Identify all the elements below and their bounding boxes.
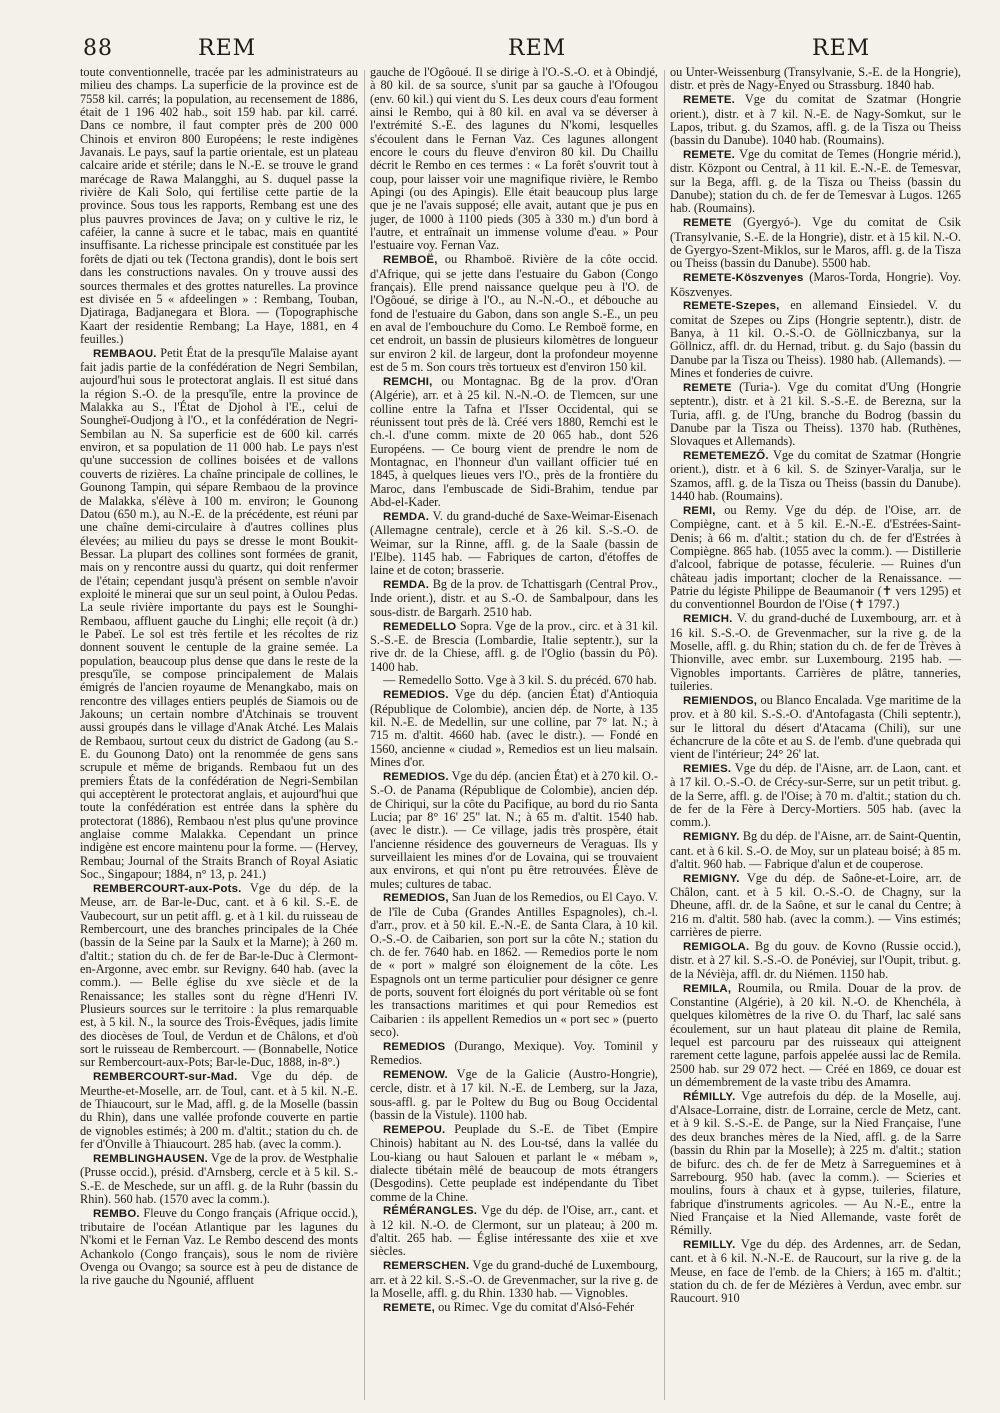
dictionary-entry [670, 66, 961, 93]
entry-text: Vge du comitat de Szatmar (Hongrie orient.), distr. et à 6 kil. S. de Szinyer-Varalja, sur le Szamos, affl. g. de la Tisza ou Theiss (bassin du Danube). 1440 hab. (Roumains). [670, 448, 961, 504]
entry-headword: REMEDIOS, [383, 892, 449, 905]
entry-text: Vge autrefois du dép. de la Moselle, auj. d'Alsace-Lorraine, distr. de Lorraine, cercle de Metz, cant. et à 9 kil. S.-S.-E. de Pange, sur la Nied Française, l'une des deux branches mères de la Nied, affl. g. de la Sarre (bassin du Rhin par la Moselle); à 225 m. d'altit.; station de bifurc. des ch. de fer de Metz à Sarreguemines et à Sarrebourg. 950 hab. (avec la comm.). — Scieries et moulins, fours à chaux et à gypse, tuileries, filature, fabrique d'instruments agricoles. — Au N.-E., entre la Nied Française et la Nied Allemande, vaste forêt de Rémilly. [670, 1088, 961, 1238]
running-head-center: REM [508, 36, 567, 61]
dictionary-entry [670, 381, 961, 449]
entry-text: ou Blanco Encalada. Vge maritime de la prov. et à 80 kil. S.-S.-O. d'Antofagasta (Chili septentr.), sur le littoral du désert d'Atacama (Chili), sur une échancrure de la côte et au S. de l'emb. d'une quebrada qui vient de l'intérieur; 24° 26' lat. [670, 692, 961, 762]
entry-text: Vge du dép. de l'Oise, arr., cant. et à 12 kil. N.-O. de Clermont, sur un plateau; à 200 m. d'altit. 265 hab. — Église intéressante des xiie et xve siècles. [370, 1203, 658, 1259]
dictionary-entry [670, 93, 961, 147]
entry-headword: REMEPOU. [383, 1123, 446, 1136]
entry-text: — Remedello Sotto. Vge à 3 kil. S. du précéd. 670 hab. [383, 673, 657, 688]
entry-text: Vge du dép. de l'Aisne, arr. de Laon, cant. et à 17 kil. O.-S.-O. de Crécy-sur-Serre, sur un petit tribut. g. de la Serre, affl. g. de l'Oise; à 70 m. d'altit.; station du ch. de fer de la Fère à Dercy-Mortiers. 505 hab. (avec la comm.). [670, 761, 961, 830]
text-column-3 [670, 66, 961, 1404]
dictionary-entry [670, 940, 961, 981]
entry-text: en allemand Einsiedel. V. du comitat de Szepes ou Zips (Hongrie septentr.), distr. de Banya, à 11 kil. O.-S.-O. de Göllniczbanya, sur la Göllnicz, affl. dr. du Hernad, tribut. g. du Sajo (bassin du Danube par la Tisza ou Theiss). 1980 hab. (Allemands). — Mines et fonderies de cuivre. [670, 298, 961, 381]
column-divider [364, 70, 365, 1400]
dictionary-entry [370, 375, 658, 509]
entry-text: Vge de la prov. de Westphalie (Prusse occid.), présid. d'Arnsberg, cercle et à 5 kil. S.-S.-E. de Meschede, sur un affl. g. de la Ruhr (bassin du Rhin). 560 hab. (1570 avec la comm.). [80, 1150, 358, 1206]
entry-headword: REMEDIOS. [383, 770, 449, 783]
dictionary-entry [80, 347, 358, 882]
dictionary-entry [370, 1259, 658, 1300]
entry-text: Vge du comitat de Szatmar (Hongrie orient.), distr. et à 7 kil. N.-E. de Nagy-Somkut, sur le Lapos, tribut. g. du Szamos, affl. g. de la Tisza ou Theiss (bassin du Danube). 1040 hab. (Roumains). [670, 92, 961, 148]
text-column-2 [370, 66, 658, 1404]
entry-headword: REMBERCOURT-sur-Mad. [93, 1071, 238, 1084]
entry-headword: REMI, [683, 505, 716, 517]
dictionary-entry [370, 688, 658, 769]
dictionary-entry [370, 253, 658, 374]
entry-text: Fleuve du Congo français (Afrique occid.), tributaire de l'océan Atlantique par les lagunes du N'komi et le Fernan Vaz. Le Rembo descend des monts Achankolo (Congo français), sous le nom de rivière Ovenga ou Ovango; sa source est à peu de distance de la rive gauche du Ngounié, affluent [80, 1205, 358, 1288]
entry-headword: REMICH. [683, 613, 733, 626]
entry-headword: REMERSCHEN. [383, 1260, 470, 1273]
entry-headword: REMILLY. [683, 1239, 736, 1252]
dictionary-entry [670, 872, 961, 940]
entry-headword: REMENOW. [383, 1068, 448, 1081]
dictionary-entry [370, 510, 658, 578]
entry-text: ou Rimec. Vge du comitat d'Alsó-Fehér [438, 1299, 635, 1314]
entry-headword: REMDA. [383, 579, 430, 592]
entry-text: ou Remy. Vge du dép. de l'Oise, arr. de Compiègne, cant. et à 5 kil. E.-N.-E. d'Estrées-Saint-Denis; à 66 m. d'altit.; station du ch. de fer d'Estrées à Compiègne. 865 hab. (1055 avec la comm.). — Distillerie d'alcool, fabrique de potasse, féculerie. — Ruines d'un château jadis important; clocher de la Renaissance. — Patrie du légiste Philippe de Beaumanoir (✝ vers 1295) et du conventionnel Bourdon de l'Oise (✝ 1797.) [670, 503, 961, 612]
entry-headword: REMETE [683, 217, 732, 230]
dictionary-entry [370, 1123, 658, 1204]
text-column-1 [80, 66, 358, 1404]
entry-headword: REMETE-Köszvenyes [683, 272, 804, 285]
dictionary-entry [670, 504, 961, 612]
entry-headword: REMETE. [683, 94, 736, 107]
dictionary-entry [80, 66, 358, 346]
entry-headword: REMBO. [93, 1207, 140, 1220]
dictionary-entry [370, 770, 658, 891]
entry-headword: REMETE, [383, 1301, 436, 1314]
entry-text: Sopra. Vge de la prov., circ. et à 31 kil. S.-S.-E. de Brescia (Lombardie, Italie septentr.), sur la rive dr. de la Chiese, affl. g. de l'Oglio (bassin du Pô). 1400 hab. [370, 618, 658, 674]
entry-text: Bg du gouv. de Kovno (Russie occid.), distr. et à 27 kil. S.-S.-O. de Ponéviej, sur l'Oupit, tribut. g. de la Névièja, affl. dr. du Niémen. 1150 hab. [670, 939, 961, 981]
entry-text: Vge du dép. de Saône-et-Loire, arr. de Châlon, cant. et à 5 kil. O.-S.-O. de Chagny, sur la Dheune, affl. dr. de la Saône, et sur le canal du Centre; à 216 m. d'altit. 580 hab. (avec la comm.). — Vins estimés; carrières de pierre. [670, 870, 961, 940]
entry-text: San Juan de los Remedios, ou El Cayo. V. de l'île de Cuba (Grandes Antilles Espagnoles), ch.-l. d'arr., prov. et à 50 kil. E.-N.-E. de Santa Clara, à 10 kil. O.-S.-O. de Caibarien, son port sur la côte N.; station du ch. de fer. 7640 hab. en 1862. — Remedios porte le nom de « port » malgré son éloignement de la côte. Les Espagnols ont un terme particulier pour désigner ce genre de ports, souvent fort éloignés du port véritable où se font les transactions maritimes et qui pour Remedios est Caibarien : ils appellent Remedios un « port sec » (puerto seco). [370, 890, 658, 1039]
entry-headword: REMIGNY. [683, 872, 740, 885]
entry-headword: REMIENDOS, [683, 694, 758, 707]
entry-headword: REMCHI, [383, 375, 433, 388]
entry-headword: REMEDELLO [383, 620, 457, 633]
dictionary-entry [80, 882, 358, 1070]
entry-text: ou Unter-Weissenburg (Transylvanie, S.-E. de la Hongrie), distr. et près de Nagy-Enyed ou Strassburg. 1840 hab. [670, 66, 961, 93]
dictionary-entry [670, 271, 961, 299]
dictionary-entry [670, 830, 961, 871]
dictionary-entry [670, 148, 961, 216]
entry-text: ou Rhamboë. Rivière de la côte occid. d'Afrique, qui se jette dans l'estuaire du Gabon (Congo français). Elle prend naissance quelque peu à l'O. de l'Ogôoué, se dirige à l'O., au N.-N.-O., et débouche au fond de l'estuaire du Gabon, dans son angle S.-E., un peu en aval de l'embouchure du Como. Le Remboë forme, en cet endroit, un bassin de plusieurs kilomètres de longueur sur environ 2 kil. de largeur, dont la profondeur moyenne est de 5 m. Son cours très tortueux est d'environ 150 kil. [370, 252, 658, 375]
dictionary-entry [370, 1068, 658, 1122]
dictionary-entry [370, 66, 658, 253]
entry-text: (Maros-Torda, Hongrie). Voy. Köszvenyes. [670, 270, 961, 299]
dictionary-entry [670, 1238, 961, 1306]
running-head-right: REM [812, 36, 871, 61]
entry-text: Vge du dép. (ancien État) d'Antioquia (République de Colombie), ancien dép. de Norte, à 135 kil. N.-E. de Medellin, sur une colline, par 7° lat. N.; à 715 m. d'altit. 4660 hab. (avec le distr.). — Fondé en 1560, ancienne « ciudad », Remedios est un lieu malsain. Mines d'or. [370, 687, 658, 770]
entry-text: Vge du grand-duché de Luxembourg, arr. et à 22 kil. S.-S.-O. de Grevenmacher, sur la rive g. de la Moselle, affl. g. du Rhin. 1330 hab. — Vignobles. [370, 1258, 658, 1300]
entry-text: Vge du dép. de la Meuse, arr. de Bar-le-Duc, cant. et à 6 kil. S.-E. de Vaubecourt, sur un petit affl. g. et à 1 kil. du ruisseau de Rembercourt, une des branches principales de la Chée (bassin de la Seine par la Saulx et la Marne); à 260 m. d'altit.; station du ch. de fer de Bar-le-Duc à Clermont-en-Argonne, avec embr. sur Revigny. 640 hab. (avec la comm.). — Belle église du xve siècle et de la Renaissance; les stalles sont du règne d'Henri IV. Plusieurs sources sur le territoire : la plus remarquable est, à 5 kil. N., la source des Trois-Évêques, jadis limite des diocèses de Toul, de Verdun et de Châlons, et d'où sort le ruisseau de Rembercourt. — (Bonnabelle, Notice sur Rembercourt-aux-Pots; Bar-le-Duc, 1888, in-8°.) [80, 880, 358, 1070]
dictionary-entry [370, 1301, 658, 1315]
dictionary-entry [670, 216, 961, 270]
dictionary-entry [370, 578, 658, 619]
entry-headword: REMEDIOS. [383, 689, 449, 702]
entry-text: gauche de l'Ogôoué. Il se dirige à l'O.-S.-O. et à Obindjé, à 80 kil. de sa source, s'unit par sa gauche à l'Ofougou (env. 60 kil.) qui vient du S. Les deux cours d'eau forment ainsi le Rembo, qui à 80 kil. en aval va se déverser à l'extrémité S.-E. des lagunes du N'komi, lesquelles s'écoulent dans le Fernan Vaz. Ces lagunes allongent encore le cours du fleuve d'environ 80 kil. Du Chaillu décrit le Rembo en ces termes : « La forêt s'ouvrit tout à coup, pour laisser voir une magnifique rivière, le Rembo Apingi (ou des Apingis). Elle était beaucoup plus large que je ne l'avais supposé; elle avait, autant que je pus en juger, de 1000 à 1100 pieds (305 à 330 m.) d'un bord à l'autre, et entraînait un immense volume d'eau. » Pour l'estuaire voy. Fernan Vaz. [370, 66, 658, 253]
dictionary-entry [670, 982, 961, 1090]
dictionary-entry [370, 1040, 658, 1068]
entry-headword: REMETE. [683, 149, 736, 162]
entry-text: Vge du dép. de Meurthe-et-Moselle, arr. de Toul, cant. et à 5 kil. N.-E. de Thiaucourt, sur le Mad, affl. g. de la Moselle (bassin du Rhin), dans une vallée profonde couverte en partie de vignobles estimés; à 200 m. d'altit.; station du ch. de fer d'Onville à Thiaucourt. 285 hab. (avec la comm.). [80, 1069, 358, 1151]
entry-text: toute conventionnelle, tracée par les administrateurs au milieu des champs. La superficie de la province est de 7558 kil. carrés; la population, au recensement de 1886, était de 1 196 402 hab., soit 159 hab. par kil. carré. Dans ce nombre, il faut compter près de 200 000 Chinois et environ 800 Européens; le reste indigènes Javanais. Le pays, sauf la partie orientale, est un plateau calcaire aride et stérile; dans le N.-E. se trouve le grand marécage de Rawa Malangghi, au S. duquel passe la rivière de Kali Solo, qui fertilise cette partie de la province. Sous tous les rapports, Rembang est une des plus pauvres provinces de Java; on y cultive le riz, le caféier, la canne à sucre et le tabac, mais en quantité insuffisante. La richesse principale est constituée par les forêts de djati ou tek (Tectona grandis), dont le bois sert dans les constructions navales. On y trouve aussi des sources thermales et des grottes naturelles. La province est divisée en 5 « afdeelingen » : Rembang, Touban, Djatiraga, Badjanegara et Blora. — (Topographische Kaart der residentie Rembang; La Haye, 1881, en 4 feuilles.) [80, 66, 358, 346]
entry-text: (Turia-). Vge du comitat d'Ung (Hongrie septentr.), distr. et à 21 kil. S.-S.-E. de Berezna, sur la Turia, affl. g. de l'Ung, branche du Bodrog (bassin du Danube par la Tisza ou Theiss). 1370 hab. (Ruthènes, Slovaques et Allemands). [670, 379, 961, 449]
entry-headword: REMBOË, [383, 254, 438, 267]
dictionary-entry [80, 1152, 358, 1206]
entry-headword: REMIGNY. [683, 831, 740, 844]
entry-headword: REMIGOLA. [683, 941, 750, 953]
entry-headword: REMETE [683, 381, 732, 394]
dictionary-entry [670, 299, 961, 380]
entry-text: Petit État de la presqu'île Malaise ayant fait jadis partie de la confédération de Negri Sembilan, aujourd'hui sous le protectorat anglais. Il est situé dans la région S.-O. de la presqu'île, entre la province de Malakka au S., l'État de Djohol à l'E., celui de Soungheï-Oudjong à l'O., et la confédération de Negri-Sembilan au N. Sa superficie est de 600 kil. carrés environ, et sa population de 11 000 hab. Le pays n'est qu'une succession de collines boisées et de vallons couverts de rizières. La chaîne principale de collines, le Gounong Tampin, qui sépare Rembaou de la province de Malakka, s'élève à 100 m. environ; le Gounong Datou (650 m.), au N.-E. de la précédente, est réuni par une chaîne demi-circulaire à d'autres collines plus élevées; au milieu du pays se dresse le mont Boukit-Bessar. La plupart des collines sont formées de granit, mais on y rencontre aussi du quartz, qui doit renfermer de l'étain; cependant jusqu'à présent on semble n'avoir exploité le minerai que sur un seul point, à Oulou Pedas. La seule rivière importante du pays est le Sounghi-Rembaou, affluent gauche du Linghi; elle reçoit (à dr.) le Pabeï. Le sol est très fertile et les récoltes de riz donnent souvent le centuple de la graine semée. La population, beaucoup plus dense que dans le reste de la presqu'île, se compose principalement de Malais émigrés de l'ancien royaume de Menangkabo, mais on rencontre des villages entiers peuplés de Siamois ou de Jakouns; un certain nombre d'Atchinais se trouvent aussi groupés dans le village d'Anak Atché. Les Malais de Rembaou, surtout ceux du district de Gadong (au S.-E. du Gounong Dato) ont la renommée de gens sans scrupule et même de brigands. Rembaou fut un des premiers États de la confédération de Negri-Sembilan qui acceptèrent le protectorat anglais, et aujourd'hui que toute la confédération est entrée dans la sphère du protectorat (1886), Rembaou n'est plus qu'une province anglaise comme Malakka. Cependant un prince indigène est encore maintenu pour la forme. — (Hervey, Rembau; Journal of the Straits Branch of Royal Asiatic Soc., Singapour; 1884, n° 13, p. 241.) [80, 345, 358, 882]
entry-headword: REMIES. [683, 763, 732, 776]
entry-text: Bg de la prov. de Tchattisgarh (Central Prov., Inde orient.), distr. et au S.-O. de Sambalpour, dans les sous-distr. de Bargarh. 2510 hab. [370, 577, 658, 619]
running-header [0, 36, 1000, 66]
dictionary-entry [670, 1090, 961, 1238]
entry-headword: REMDA. [383, 510, 430, 523]
entry-headword: REMBLINGHAUSEN. [93, 1152, 209, 1165]
entry-text: V. du grand-duché de Saxe-Weimar-Eisenach (Allemagne centrale), cercle et à 26 kil. S.-S.-O. de Weimar, sur la Rinne, affl. g. de la Saale (bassin de l'Elbe). 1145 hab. — Fabriques de carton, d'étoffes de laine et de coton; brasserie. [370, 508, 658, 578]
dictionary-entry [670, 612, 961, 693]
entry-headword: REMBERCOURT-aux-Pots. [93, 882, 242, 895]
dictionary-entry [670, 449, 961, 503]
dictionary-entry [370, 891, 658, 1039]
dictionary-entry [80, 1070, 358, 1151]
entry-headword: REMEDIOS [383, 1040, 446, 1053]
entry-headword: REMETE-Szepes, [683, 300, 780, 313]
entry-text: V. du grand-duché de Luxembourg, arr. et à 16 kil. S.-S.-O. de Grevenmacher, sur la rive g. de la Moselle, affl. g. du Rhin; station du ch. de fer de Trèves à Thionville, avec embr. sur Luxembourg. 2195 hab. — Vignobles importants. Carrières de plâtre, tanneries, tuileries. [670, 611, 961, 693]
entry-headword: RÉMÉRANGLES. [383, 1205, 478, 1218]
entry-headword: REMBAOU. [93, 347, 157, 360]
dictionary-entry [370, 620, 658, 674]
dictionary-entry [670, 762, 961, 830]
dictionary-entry [670, 694, 961, 762]
dictionary-entry [370, 1204, 658, 1258]
entry-text: Vge du dép. des Ardennes, arr. de Sedan, cant. et à 6 kil. N.-N.-E. de Raucourt, sur la rive g. de la Meuse, en face de l'emb. de la Chiers; à 165 m. d'altit.; station du ch. de fer de Mézières à Verdun, avec embr. sur Raucourt. 910 [670, 1237, 961, 1306]
entry-headword: RÉMILLY. [683, 1090, 736, 1103]
entry-text: Vge du comitat de Temes (Hongrie mérid.), distr. Központ ou Central, à 11 kil. E.-N.-E. de Temesvar, sur la Bega, affl. g. de la Tisza ou Theiss (bassin du Danube); station du ch. de fer de Temesvar à Lugos. 1265 hab. (Roumains). [670, 147, 961, 216]
entry-text: Vge de la Galicie (Austro-Hongrie), cercle, distr. et à 17 kil. N.-E. de Lemberg, sur la Jaza, sous-affl. g. par le Poltew du Bug ou Boug Occidental (bassin de la Vistule). 1100 hab. [370, 1066, 658, 1122]
entry-headword: REMILA, [683, 982, 732, 995]
entry-text: Bg du dép. de l'Aisne, arr. de Saint-Quentin, cant. et à 6 kil. S.-O. de Moy, sur un plateau boisé; à 85 m. d'altit. 960 hab. — Fabrique d'alun et de couperose. [670, 829, 961, 871]
entry-text: (Gyergyó-). Vge du comitat de Csik (Transylvanie, S.-E. de la Hongrie), distr. et à 15 kil. N.-O. de Gyergyo-Szent-Miklos, sur le Maros, affl. g. de la Tisza ou Theiss (bassin du Danube). 5500 hab. [670, 215, 961, 271]
running-head-left: REM [198, 36, 257, 61]
entry-text: Peuplade du S.-E. de Tibet (Empire Chinois) habitant au N. des Lou-tsé, dans la vallée du Lou-kiang ou haut Salouen et parlant le « mébam », dialecte tibétain mêlé de beaucoup de mots étrangers (Desgodins). Cette peuplade est indépendante du Tibet comme de la Chine. [370, 1121, 658, 1204]
entry-text: Vge du dép. (ancien État) et à 270 kil. O.-S.-O. de Panama (République de Colombie), ancien dép. de Chiriqui, sur la côte du Pacifique, au bord du rio Santa Lucia; par 8° 16' 25" lat. N.; à 65 m. d'altit. 1540 hab. (avec le distr.). — Ce village, jadis très prospère, était l'ancienne résidence des gouverneurs de Veraguas. Ils y surveillaient les mines d'or de Lovaina, qui se trouvaient aux environs, et qui n'ont pu être retrouvées. Élève de mules; cultures de tabac. [370, 768, 658, 891]
entry-headword: REMETEMEZŐ. [683, 450, 769, 463]
page-number: 88 [83, 36, 113, 61]
entry-text: (Durango, Mexique). Voy. Tominil y Remedios. [370, 1038, 658, 1068]
entry-text: Roumila, ou Rmila. Douar de la prov. de Constantine (Algérie), à 20 kil. N.-O. de Khenchéla, à quelques kilomètres de la rive O. du Tharf, lac salé sans écoulement, sur un haut plateau dit plaine de Remila, lequel est parcouru par des ruisseaux qui atteignent rarement cette lagune, parfois appelée aussi lac de Remila. 2500 hab. sur 29 072 hect. — Créé en 1869, ce douar est un démembrement de la vaste tribu des Amamra. [670, 980, 961, 1089]
dictionary-entry [80, 1207, 358, 1288]
column-divider [664, 70, 665, 1400]
dictionary-entry [370, 674, 658, 687]
entry-text: ou Montagnac. Bg de la prov. d'Oran (Algérie), arr. et à 25 kil. N.-N.-O. de Tlemcen, sur une colline entre la Tafna et l'Isser Occidental, qui se réunissent tout près de là. Créé vers 1880, Remchi est le ch.-l. d'une comm. mixte de 20 065 hab., dont 526 Européens. — Ce bourg vient de prendre le nom de Montagnac, en l'honneur d'un vaillant officier tué en 1845, à quelques lieues vers l'O., près de la frontière du Maroc, dans l'embuscade de Sidi-Brahim, tendue par Abd-el-Kader. [370, 373, 658, 509]
